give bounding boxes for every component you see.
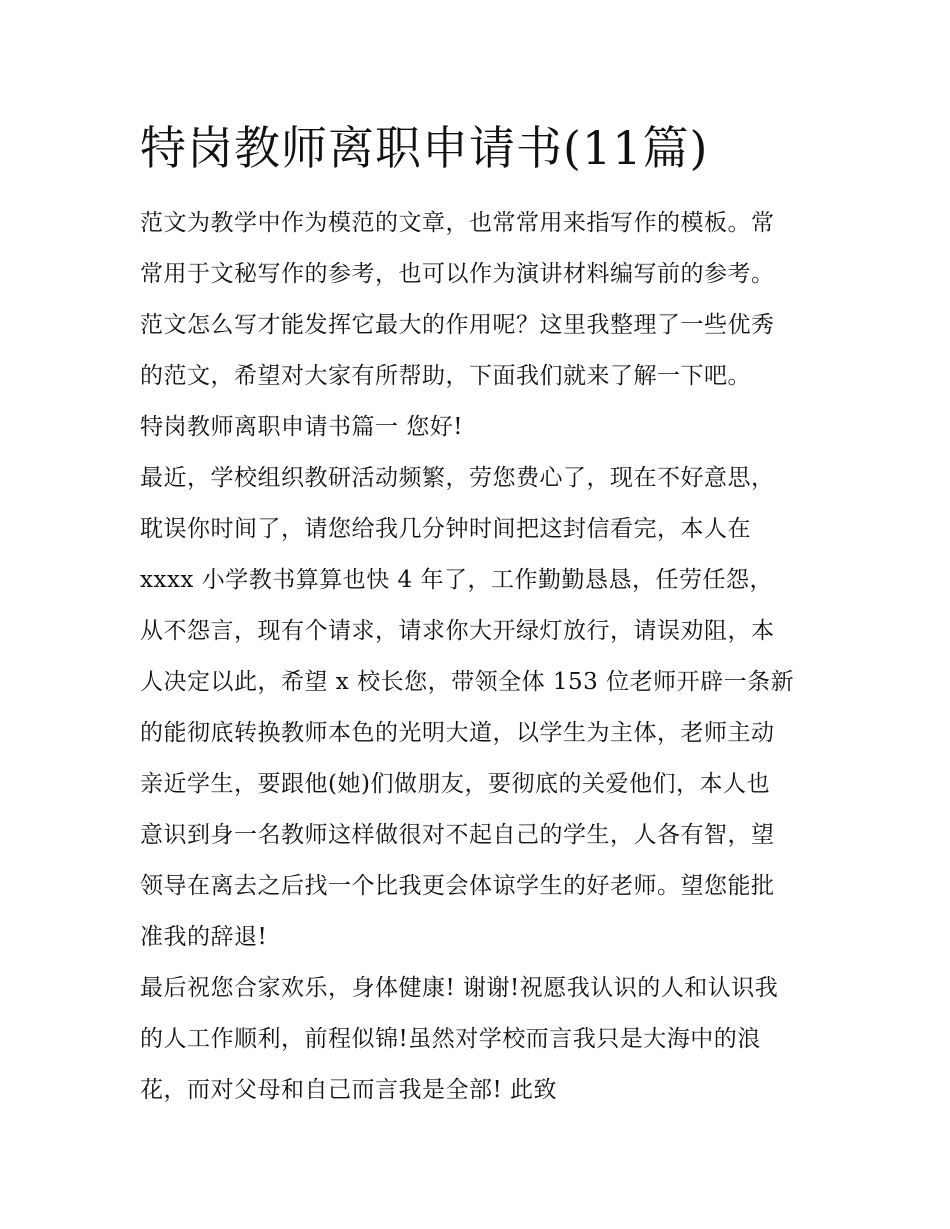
body-line: 人决定以此，希望 x 校长您，带领全体 153 位老师开辟一条新 — [140, 669, 795, 695]
body-line: 范文怎么写才能发挥它最大的作用呢？这里我整理了一些优秀 — [140, 312, 775, 338]
body-line: 的能彻底转换教师本色的光明大道，以学生为主体，老师主动 — [140, 720, 775, 746]
body-line: 准我的辞退! — [140, 924, 268, 950]
body-line: 的人工作顺利，前程似锦!虽然对学校而言我只是大海中的浪 — [140, 1026, 761, 1052]
document-body — [140, 198, 820, 1116]
document-title: 特岗教师离职申请书(11篇) — [140, 121, 709, 175]
body-line: 最近，学校组织教研活动频繁，劳您费心了，现在不好意思， — [140, 465, 775, 491]
body-line: 亲近学生，要跟他(她)们做朋友，要彻底的关爱他们，本人也 — [140, 771, 770, 797]
body-line: 范文为教学中作为模范的文章，也常常用来指写作的模板。常 — [140, 210, 775, 236]
body-line: 常用于文秘写作的参考，也可以作为演讲材料编写前的参考。 — [140, 261, 775, 287]
section-heading: 特岗教师离职申请书篇一 您好! — [140, 414, 464, 440]
body-line: 耽误你时间了，请您给我几分钟时间把这封信看完，本人在 — [140, 516, 751, 542]
body-line: 最后祝您合家欢乐，身体健康! 谢谢!祝愿我认识的人和认识我 — [140, 975, 779, 1001]
body-line: xxxx 小学教书算算也快 4 年了，工作勤勤恳恳，任劳任怨， — [140, 567, 773, 593]
body-line: 领导在离去之后找一个比我更会体谅学生的好老师。望您能批 — [140, 873, 775, 899]
body-line: 意识到身一名教师这样做很对不起自己的学生，人各有智，望 — [140, 822, 775, 848]
body-line: 花，而对父母和自己而言我是全部! 此致 — [140, 1077, 558, 1103]
body-line: 的范文，希望对大家有所帮助，下面我们就来了解一下吧。 — [140, 363, 751, 389]
body-line: 从不怨言，现有个请求，请求你大开绿灯放行，请误劝阻，本 — [140, 618, 775, 644]
